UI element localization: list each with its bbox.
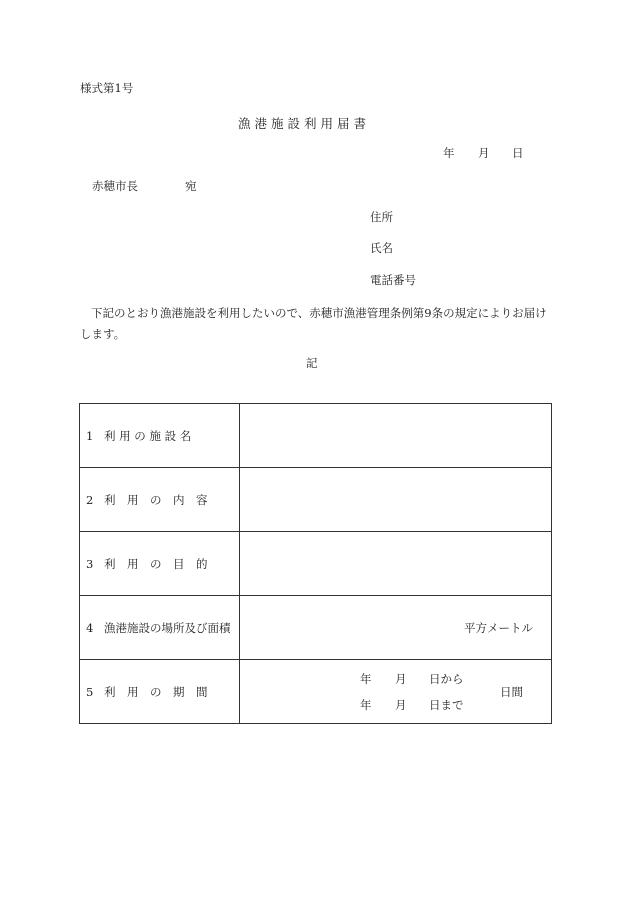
facility-use-table [79,403,552,724]
addressee-suffix: 宛 [185,179,197,193]
row-number: 2 [86,492,94,507]
date-year-label: 年 [443,146,455,160]
period-days: 日間 [500,684,523,699]
row-label: 利 用 の 施 設 名 [104,428,192,443]
row-label: 漁港施設の場所及び面積 [104,620,231,635]
table-row [80,596,552,660]
addressee-name: 赤穂市長 [92,179,138,193]
period-from-month: 月 [395,672,407,686]
row-number: 5 [86,684,94,699]
table-row [80,404,552,468]
use-purpose-label-cell [80,532,240,596]
facility-name-label-cell [80,404,240,468]
row-number: 3 [86,556,94,571]
area-unit: 平方メートル [464,620,533,635]
applicant-address-label: 住所 [370,210,393,224]
row-label: 利 用 の 期 間 [104,684,208,699]
form-number: 様式第1号 [80,81,134,95]
use-content-label-cell [80,468,240,532]
applicant-phone-label: 電話番号 [370,273,416,287]
use-purpose-field[interactable] [240,532,552,596]
row-number: 1 [86,428,94,443]
period-from-year: 年 [360,672,372,686]
location-area-label-cell [80,596,240,660]
applicant-name-label: 氏名 [370,241,393,255]
table-row [80,468,552,532]
table-row [80,532,552,596]
row-label: 利 用 の 内 容 [104,492,208,507]
document-title: 漁港施設利用届書 [238,116,371,131]
row-label: 利 用 の 目 的 [104,556,208,571]
body-text: 下記のとおり漁港施設を利用したいので、赤穂市漁港管理条例第9条の規定によりお届けします。 [80,306,547,341]
use-period-label-cell [80,660,240,724]
ki-heading: 記 [306,356,318,370]
period-until-year: 年 [360,698,372,712]
date-month-label: 月 [478,146,490,160]
location-area-field[interactable] [240,596,552,660]
period-until-month: 月 [395,698,407,712]
period-from-day: 日から [429,672,464,686]
period-until-day: 日まで [429,698,464,712]
use-content-field[interactable] [240,468,552,532]
table-row [80,660,552,724]
row-number: 4 [86,620,94,635]
use-period-field[interactable] [240,660,552,724]
facility-name-field[interactable] [240,404,552,468]
date-day-label: 日 [512,146,524,160]
